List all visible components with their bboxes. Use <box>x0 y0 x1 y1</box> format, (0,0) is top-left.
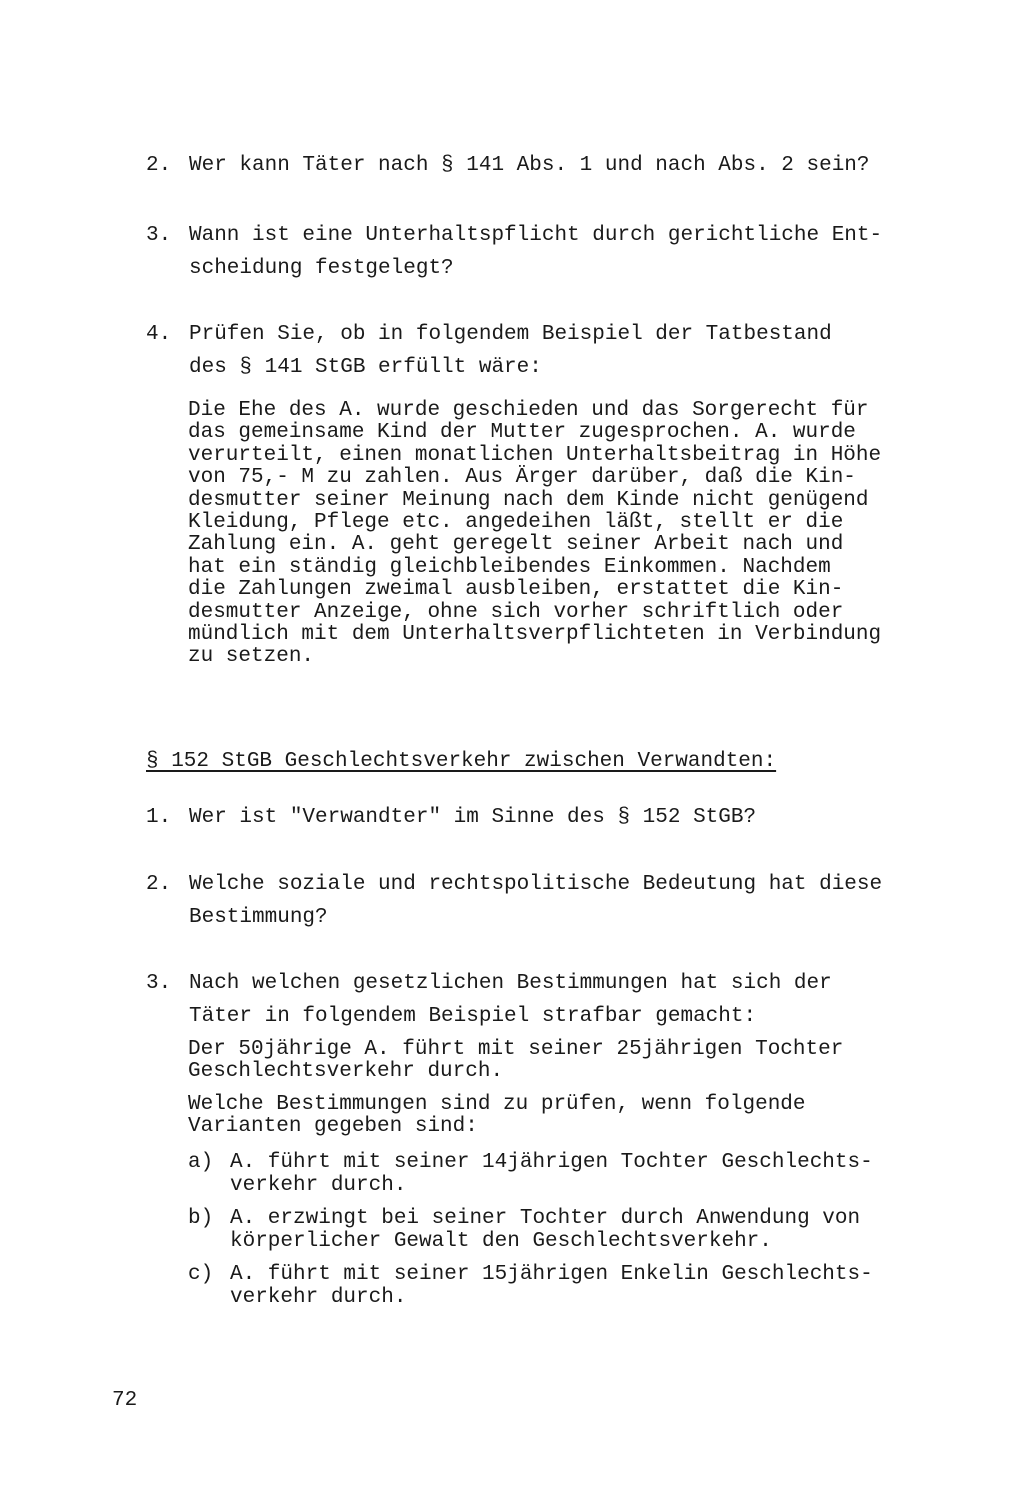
example-141-paragraph <box>188 400 881 669</box>
question-text: Bestimmung? <box>189 906 328 929</box>
question-text: scheidung festgelegt? <box>189 257 454 280</box>
example-line: desmutter Anzeige, ohne sich vorher schriftlich oder <box>188 600 844 624</box>
page-number: 72 <box>112 1389 138 1412</box>
question-152-1 <box>146 801 756 834</box>
question-text: Welche soziale und rechtspolitische Bedeutung hat diese <box>189 873 883 896</box>
variant-label: b) <box>188 1207 214 1230</box>
question-text: Wer kann Täter nach § 141 Abs. 1 und nach Abs. 2 sein? <box>189 154 870 177</box>
question-number: 1. <box>146 806 172 829</box>
question-141-2 <box>146 149 870 182</box>
variant-label: a) <box>188 1151 214 1174</box>
variant-text: verkehr durch. <box>230 1174 407 1197</box>
question-number: 2. <box>146 154 172 177</box>
variant-text: A. führt mit seiner 14jährigen Tochter Geschlechts- <box>230 1151 873 1174</box>
example-line: hat ein ständig gleichbleibendes Einkommen. Nachdem <box>188 555 831 579</box>
variant-text: verkehr durch. <box>230 1286 407 1309</box>
variant-label: c) <box>188 1263 214 1286</box>
question-text: des § 141 StGB erfüllt wäre: <box>189 356 542 379</box>
variants-intro-line: Welche Bestimmungen sind zu prüfen, wenn folgende <box>188 1093 806 1116</box>
example-line: Der 50jährige A. führt mit seiner 25jährigen Tochter <box>188 1038 844 1061</box>
section-152-heading: § 152 StGB Geschlechtsverkehr zwischen Verwandten: <box>146 750 777 773</box>
question-141-3 <box>146 219 882 285</box>
example-line: desmutter seiner Meinung nach dem Kinde nicht genügend <box>188 488 869 512</box>
variant-text: körperlicher Gewalt den Geschlechtsverkehr. <box>230 1230 772 1253</box>
variant-b <box>188 1207 860 1253</box>
variants-intro-line: Varianten gegeben sind: <box>188 1115 478 1139</box>
variant-text: A. erzwingt bei seiner Tochter durch Anwendung von <box>230 1207 861 1230</box>
variant-a <box>188 1151 873 1197</box>
example-line: das gemeinsame Kind der Mutter zugesprochen. A. wurde <box>188 421 856 445</box>
question-text: Wann ist eine Unterhaltspflicht durch gerichtliche Ent- <box>189 224 883 247</box>
question-text: Nach welchen gesetzlichen Bestimmungen hat sich der <box>189 972 832 995</box>
variant-text: A. führt mit seiner 15jährigen Enkelin Geschlechts- <box>230 1263 873 1286</box>
question-number: 4. <box>146 323 172 346</box>
question-141-4 <box>146 318 832 384</box>
question-text: Prüfen Sie, ob in folgendem Beispiel der Tatbestand <box>189 323 832 346</box>
question-text: Wer ist "Verwandter" im Sinne des § 152 StGB? <box>189 806 757 829</box>
question-number: 2. <box>146 873 172 896</box>
example-line: zu setzen. <box>188 645 315 669</box>
example-152-paragraph <box>188 1039 843 1084</box>
example-line: mündlich mit dem Unterhaltsverpflichteten in Verbindung <box>188 623 882 647</box>
example-line: verurteilt, einen monatlichen Unterhaltsbeitrag in Höhe <box>188 443 882 467</box>
example-line: Die Ehe des A. wurde geschieden und das Sorgerecht für <box>188 399 869 422</box>
variant-c <box>188 1263 873 1309</box>
question-text: Täter in folgendem Beispiel strafbar gemacht: <box>189 1005 757 1028</box>
question-152-3 <box>146 967 832 1033</box>
question-152-2 <box>146 868 882 934</box>
example-line: Kleidung, Pflege etc. angedeihen läßt, stellt er die <box>188 511 844 535</box>
question-number: 3. <box>146 972 172 995</box>
example-line: Zahlung ein. A. geht geregelt seiner Arbeit nach und <box>188 533 844 557</box>
example-line: Geschlechtsverkehr durch. <box>188 1060 504 1084</box>
example-line: von 75,- M zu zahlen. Aus Ärger darüber, daß die Kin- <box>188 466 856 490</box>
question-number: 3. <box>146 224 172 247</box>
variants-intro <box>188 1094 806 1139</box>
example-line: die Zahlungen zweimal ausbleiben, erstattet die Kin- <box>188 578 844 602</box>
